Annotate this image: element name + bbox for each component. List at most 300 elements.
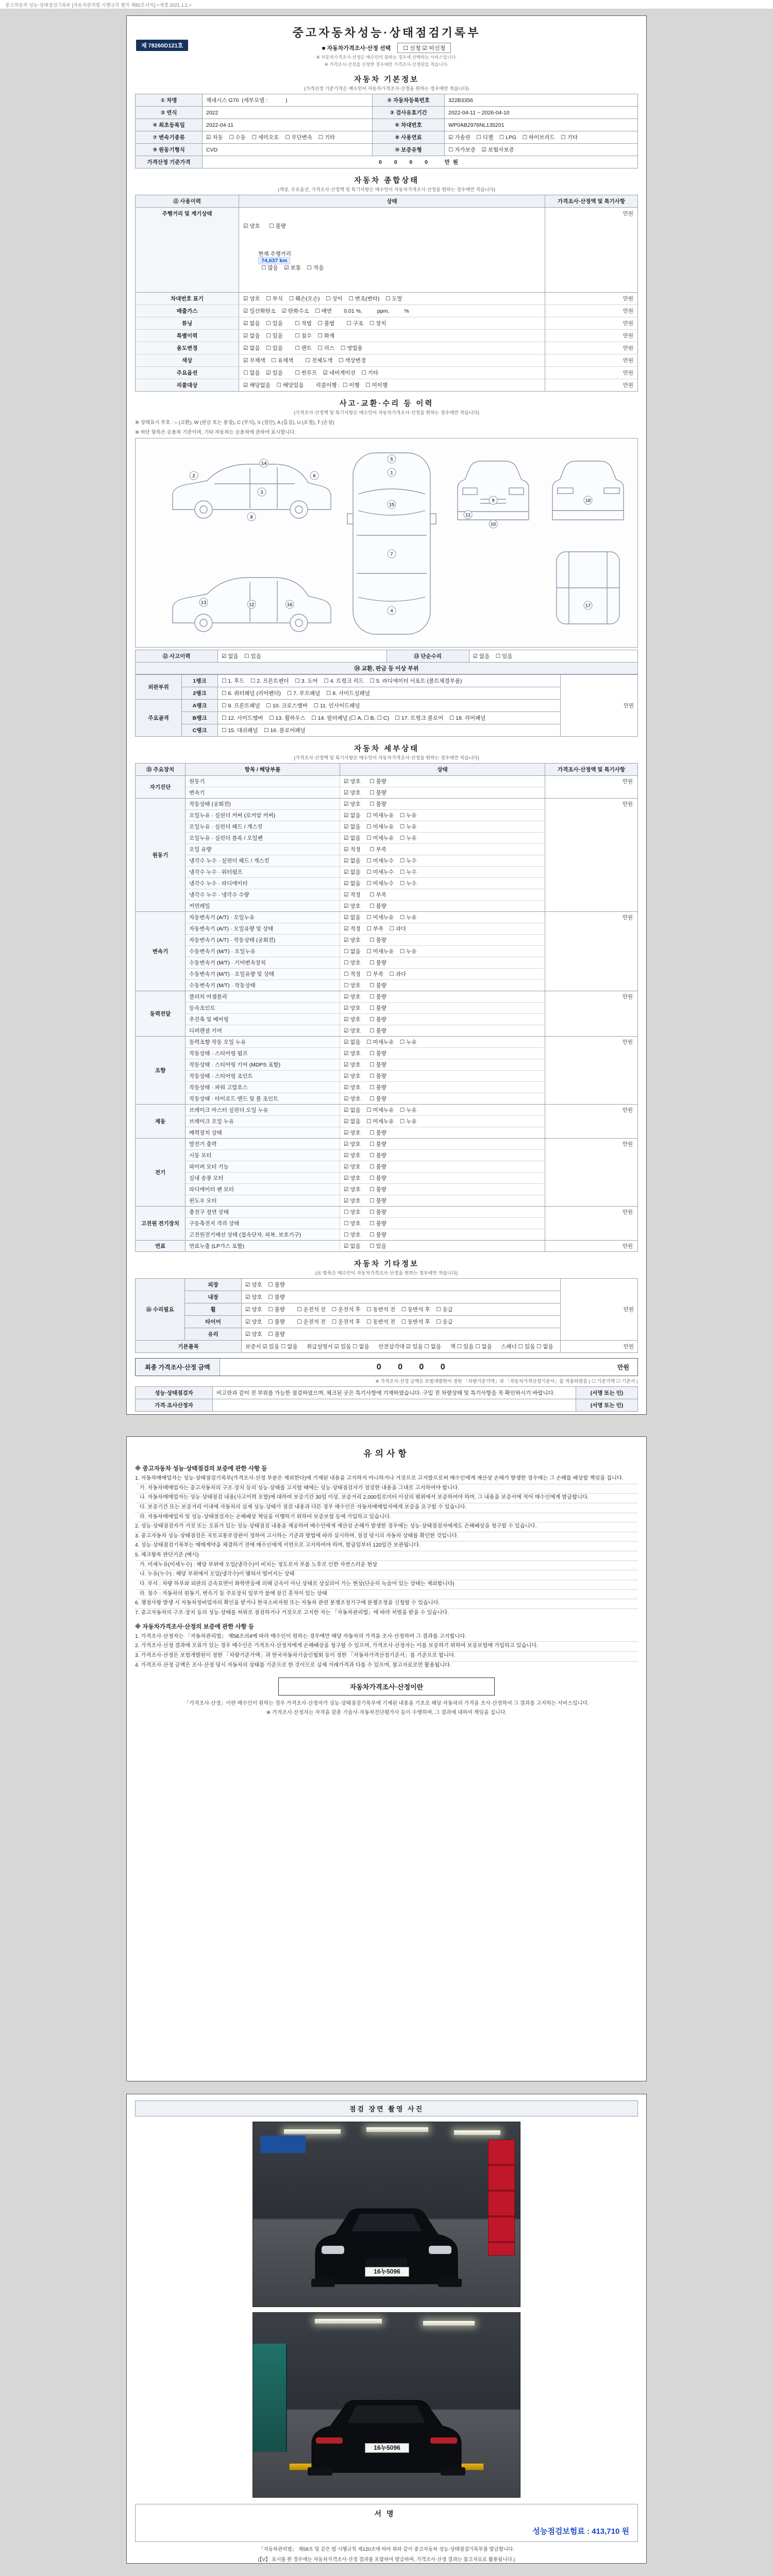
detail-row (186, 1013, 545, 1025)
ceiling-lamp (315, 2319, 382, 2324)
appraiser-sign-cell[interactable]: (서명 또는 인) (576, 1399, 638, 1412)
fuel-checkboxes[interactable]: ☑ 가솔린 ☐ 디젤 ☐ LPG ☐ 하이브리드 ☐ 기타 (445, 131, 638, 144)
year-value: 2022 (203, 107, 373, 119)
item-label: 등속조인트 (186, 1003, 340, 1013)
price-survey-definition-text-2: ※ 가격조사·산정자는 자격을 갖춘 기술사·자동차진단평가사 등이 수행하며, 그 결과에 대하여 책임을 집니다. (266, 1710, 507, 1716)
overall-table-header: ⑪ 사용이력 상태 가격조사·산정액 및 특기사항 (136, 195, 637, 208)
item-label: 커먼레일 (186, 901, 340, 911)
status-checkboxes[interactable]: ☑ 양호 ☐ 불량 (344, 1050, 386, 1057)
detail-row (186, 1070, 545, 1081)
detail-row (186, 1229, 545, 1240)
svg-text:10: 10 (490, 521, 496, 528)
main-frame-label: 주요골격 (136, 700, 182, 737)
overall-row (136, 329, 637, 342)
item-label: 내장 (185, 1291, 242, 1303)
price-cell[interactable]: 만원 (545, 342, 637, 354)
item-label: 발전기 출력 (186, 1139, 340, 1149)
price-survey-select-options[interactable]: ☐ 신청 ☑ 미신청 (397, 43, 451, 53)
statute-line-1: 「자동차관리법」 제58조 및 같은 법 시행규칙 제120조에 따라 위와 같이 중고자동차 성능·상태점검기록부를 발급합니다. (259, 2547, 514, 2552)
final-price-unit: 만원 (617, 1364, 629, 1371)
notice-list-1 (135, 1475, 638, 1617)
item-label: 배력장치 상태 (186, 1127, 340, 1138)
basic-items-checkboxes[interactable]: 보증서 ☑ 있음 ☐ 없음 취급설명서 ☑ 있음 ☐ 없음 안전삼각대 ☑ 있음 ☐ 없음 잭 ☐ 있음 ☐ 없음 스패너 ☐ 있음 ☐ 없음 (242, 1341, 561, 1353)
first-reg-value: 2022-04-11 (203, 119, 373, 131)
repair-needed-label: ⑯ 수리필요 (136, 1279, 185, 1341)
simple-repair-checkboxes[interactable]: ☑ 없음 ☐ 있음 (469, 650, 638, 663)
status-checkboxes[interactable]: ☑ 양호 ☐ 부식 ☐ 훼손(오손) ☐ 상이 ☐ 변조(변타) ☐ 도말 (239, 293, 545, 304)
item-label: 수동변속기 (M/T) · 기어변속장치 (186, 957, 340, 968)
price-cell[interactable]: 만원 (545, 1037, 637, 1104)
svg-text:16: 16 (287, 602, 293, 608)
accident-history-row (135, 650, 638, 663)
price-cell[interactable]: 만원 (545, 367, 637, 379)
status-checkboxes[interactable]: ☑ 없음 ☐ 미세누유 ☐ 누유 (344, 812, 417, 819)
rank1-checkboxes[interactable]: ☐ 1. 후드 ☐ 2. 프론트펜더 ☐ 3. 도어 ☐ 4. 트렁크 리드 ☐ 5. 라디에이터 서포트 (볼트체결부품) (218, 675, 561, 687)
notice-line: 라. 침수 : 자동차의 원동기, 변속기 등 주요장치 일부가 물에 잠긴 흔적이 있는 상태 (135, 1589, 638, 1598)
detail-row (186, 1172, 545, 1183)
detail-row (186, 1183, 545, 1195)
inspect-period-label: ③ 검사유효기간 (373, 107, 445, 119)
price-cell[interactable]: 만원 (545, 799, 637, 911)
item-label: 작동상태 · 스티어링 기어 (MDPS 포함) (186, 1059, 340, 1070)
first-reg-label: ④ 최초등록일 (136, 119, 203, 131)
overall-row (136, 317, 637, 329)
final-price-row (135, 1358, 638, 1376)
detail-row (186, 1195, 545, 1206)
status-checkboxes[interactable]: ☑ 없음 ☐ 있음 ☐ 적법 ☐ 불법 ☐ 구조 ☐ 장치 (239, 317, 545, 329)
item-label: 수동변속기 (M/T) · 오일누유 (186, 946, 340, 957)
item-label: 오일 유량 (186, 844, 340, 855)
exchange-panel-table (135, 674, 638, 737)
main-form-page (126, 15, 647, 1415)
item-label: 냉각수 누수 · 실린더 헤드 / 개스킷 (186, 855, 340, 866)
status-checkboxes[interactable]: ☑ 없음 ☐ 있음 ☐ 렌트 ☐ 리스 ☐ 영업용 (239, 342, 545, 354)
detail-row (186, 1025, 545, 1036)
status-checkboxes[interactable]: ☑ 없음 ☐ 미세누유 ☐ 누유 (344, 824, 417, 830)
status-checkboxes[interactable]: ☑ 없음 ☐ 미세누수 ☐ 누수 (344, 880, 417, 887)
status-checkboxes[interactable]: ☑ 양호 ☐ 불량 (344, 1028, 386, 1034)
form-header (135, 22, 638, 67)
section-accident-history: 사고·교환·수리 등 이력 (가격조사·산정액 및 특기사항은 매수인이 자동차가격조사·산정을 원하는 경우에만 적습니다) (294, 400, 479, 415)
status-checkboxes[interactable]: ☐ 양호 ☐ 불량 (344, 1209, 386, 1215)
notice-line: 1. 자동차매매업자는 성능·상태점검기록부(가격조사·산정 부분은 제외한다)에 기재된 내용을 고지하지 아니하거나 거짓으로 고지함으로써 매수인에게 재산상 손해가 발생한 경우에는 그 손해를 배상할 책임을 집니다. (135, 1476, 624, 1481)
reg-no-value: 322B3356 (445, 94, 638, 107)
price-survey-select[interactable] (135, 43, 638, 53)
status-checkboxes[interactable]: ☑ 양호 ☐ 불량 (344, 1073, 386, 1079)
item-label: 시동 모터 (186, 1150, 340, 1161)
status-checkboxes[interactable]: ☑ 양호 ☐ 불량 (344, 994, 386, 1000)
rankB-label: B랭크 (182, 712, 218, 724)
price-cell[interactable]: 만원 (545, 912, 637, 991)
svg-text:2: 2 (192, 473, 195, 479)
status-checkboxes[interactable]: ☑ 없음 ☐ 미세누유 ☐ 누유 (344, 1039, 417, 1045)
notice-line: 가. 자동차매매업자는 중고자동차의 구조·장치 등의 성능·상태를 고지할 때에는 성능·상태점검자가 점검한 내용을 그대로 고지하여야 합니다. (135, 1484, 638, 1493)
status-checkboxes[interactable]: ☑ 양호 ☐ 불량 (344, 1198, 386, 1204)
detail-row (186, 1149, 545, 1161)
status-checkboxes[interactable]: ☑ 일산화탄소 ☑ 탄화수소 ☐ 매연 0.01 %, ppm, % (239, 305, 545, 317)
status-checkboxes[interactable]: ☑ 양호 ☐ 불량 (344, 1175, 386, 1181)
detail-group-engine (136, 798, 637, 911)
status-checkboxes[interactable]: ☑ 없음 ☐ 있음 (344, 1243, 386, 1249)
svg-text:7: 7 (390, 551, 393, 557)
item-label: 연료누출 (LP가스 포함) (186, 1241, 340, 1251)
row-label: 용도변경 (136, 342, 239, 354)
notice-line: 가. 미세누유(미세누수) : 해당 부위에 오일(냉각수)이 비치는 정도로서 부품 노후로 인한 자연스러운 현상 (135, 1561, 638, 1569)
rankA-checkboxes[interactable]: ☐ 9. 프론트패널 ☐ 10. 크로스멤버 ☐ 11. 인사이드패널 (218, 700, 561, 712)
status-checkboxes[interactable]: ☑ 적정 ☐ 부족 ☐ 과다 (344, 926, 407, 932)
price-cell[interactable]: 만원 (545, 1241, 637, 1251)
price-cell[interactable]: 만원 (545, 330, 637, 342)
accident-history-checkboxes[interactable]: ☑ 없음 ☐ 있음 (218, 650, 387, 663)
item-label: 원동기 (186, 776, 340, 787)
svg-text:15: 15 (389, 502, 395, 508)
status-checkboxes[interactable]: ☑ 양호 ☐ 불량 (242, 1291, 561, 1303)
item-label: 작동상태 · 파워 고압호스 (186, 1082, 340, 1093)
row-label: 특별이력 (136, 330, 239, 342)
status-checkboxes[interactable]: ☑ 양호 ☐ 불량 (242, 1279, 561, 1291)
detail-row (186, 968, 545, 979)
status-checkboxes[interactable]: ☑ 없음 ☐ 미세누수 ☐ 누수 (344, 858, 417, 864)
status-checkboxes[interactable]: ☑ 양호 ☐ 불량 (344, 1096, 386, 1102)
status-checkboxes[interactable]: ☑ 양호 ☐ 불량 (344, 1062, 386, 1068)
price-cell[interactable]: 만원 (561, 1341, 638, 1353)
detail-row (186, 821, 545, 832)
item-label: 변속기 (186, 787, 340, 798)
device-label: 제동 (136, 1105, 185, 1138)
inspector-comment: 비고란과 같이 전 부위를 가능한 점검하였으며, 체크된 곳은 특기사항에 기재하였습니다. 구입 전 차량상태 및 특기사항을 꼭 확인하시기 바랍니다. (213, 1387, 576, 1399)
price-cell[interactable]: 만원 (545, 1139, 637, 1206)
price-survey-definition-text-1: 「가격조사·산정」이란 매수인이 원하는 경우 가격조사·산정자가 성능·상태점검기록부에 기재된 내용을 기초로 해당 자동차의 가격을 조사·산정하여 그 결과를 고지하는 서비스입니다. (184, 1701, 589, 1707)
price-cell[interactable]: 만원 (545, 776, 637, 798)
item-label: 브레이크 오일 누유 (186, 1116, 340, 1127)
notice-title: 유의사항 (363, 1449, 410, 1459)
price-cell[interactable]: 만원 (545, 293, 637, 304)
statute-line-2: (【V】 표시를 한 경우에는 자동차가격조사·산정 결과를 포함하여 발급하며, 가격조사·산정 결과는 참고자료로 활용됩니다.) (258, 2557, 515, 2563)
item-label: 클러치 어셈블리 (186, 991, 340, 1002)
notice-subtitle-2: ※ 자동차가격조사·산정의 보증에 관한 사항 등 (135, 1623, 254, 1630)
status-checkboxes[interactable]: ☑ 적정 ☐ 부족 (344, 846, 386, 853)
item-label: 추진축 및 베어링 (186, 1014, 340, 1025)
detail-row (186, 1047, 545, 1059)
overall-row (136, 304, 637, 317)
detail-row (186, 889, 545, 900)
status-checkboxes[interactable]: ☐ 양호 ☐ 불량 (344, 982, 386, 989)
detail-group-fuel (136, 1240, 637, 1251)
appraiser-comment (213, 1399, 576, 1412)
item-label: 실내 송풍 모터 (186, 1173, 340, 1183)
notice-line: 2. 성능·상태점검자가 거짓 또는 오류가 있는 성능·상태점검 내용을 제공하여 매수인에게 재산상 손해가 발생한 경우에는 성능·상태점검자에게도 손해배상을 청구할 수 있습니다. (135, 1522, 638, 1531)
detail-row (186, 787, 545, 798)
item-label: 고전원전기배선 상태 (접속단자, 피복, 보호기구) (186, 1229, 340, 1240)
accident-history-label: ⑫ 사고이력 (136, 650, 218, 663)
final-price-value: 0 0 0 0 (376, 1362, 452, 1371)
price-cell[interactable]: 만원 (561, 1279, 638, 1341)
basic-items-label: 기본품목 (136, 1341, 242, 1353)
warranty-type-checkboxes[interactable]: ☐ 자가보증 ☑ 보험사보증 (445, 144, 638, 156)
fuel-label: ⑧ 사용연료 (373, 131, 445, 144)
item-label: 오일누유 · 실린더 블록 / 오일팬 (186, 833, 340, 843)
vin-value: WP0AB2976NL135201 (445, 119, 638, 131)
status-checkboxes[interactable]: ☑ 없음 ☐ 미세누유 ☐ 누유 (344, 835, 417, 841)
detail-group-self-diagnosis (136, 776, 637, 798)
overall-row (136, 354, 637, 366)
detail-row (186, 799, 545, 809)
status-checkboxes[interactable]: ☐ 없음 ☑ 있음 ☐ 썬루프 ☑ 네비게이션 ☐ 기타 (239, 367, 545, 379)
detail-row (186, 1241, 545, 1251)
warranty-type-label: ⑩ 보증유형 (373, 144, 445, 156)
transmission-checkboxes[interactable]: ☑ 자동 ☐ 수동 ☐ 세미오토 ☐ 무단변속 ☐ 기타 (203, 131, 373, 144)
notice-line: 라. 자동차매매업자 및 성능·상태점검자는 손해배상 책임을 이행하기 위하여 보증보험 등에 가입하고 있습니다. (135, 1513, 638, 1521)
current-mileage-value: 74,637 km (258, 257, 290, 264)
device-label: 연료 (136, 1241, 185, 1251)
row-label: 배출가스 (136, 305, 239, 317)
item-label: 냉각수 누수 · 라디에이터 (186, 878, 340, 889)
status-checkboxes[interactable]: ☑ 없음 ☐ 미세누유 ☐ 누유 (344, 1107, 417, 1113)
notice-line: 나. 누유(누수) : 해당 부위에서 오일(냉각수)이 맺혀서 떨어지는 상태 (135, 1570, 638, 1579)
status-checkboxes[interactable]: ☐ 없음 ☐ 미세누유 ☐ 누유 (344, 948, 417, 955)
rank2-label: 2랭크 (182, 687, 218, 700)
damage-code-legend-2: ※ 하단 항목은 승용차 기준이며, 기타 자동차는 승용차에 준하여 표시합니다. (135, 430, 296, 435)
rankC-label: C랭크 (182, 724, 218, 737)
status-checkboxes[interactable]: ☑ 양호 ☐ 불량 (344, 1153, 386, 1159)
inspection-insurance-fee: 성능점검보험료 : 413,710 원 (532, 2527, 629, 2536)
vehicle-damage-diagram (135, 438, 638, 648)
form-title: 중고자동차성능·상태점검기록부 (292, 26, 481, 39)
status-checkboxes[interactable]: ☑ 없음 ☐ 미세누유 ☐ 누유 (344, 914, 417, 921)
device-label: 자기진단 (136, 776, 185, 798)
mileage-level-checkboxes[interactable]: ☐ 많음 ☑ 보통 ☐ 적음 (261, 265, 324, 271)
rankB-checkboxes[interactable]: ☐ 12. 사이드멤버 ☐ 13. 휠하우스 ☐ 14. 필러패널 (☐ A, ☐ B, ☐ C) ☐ 17. 트렁크 플로어 ☐ 18. 리어패널 (218, 712, 561, 724)
device-label: 동력전달 (136, 991, 185, 1036)
status-checkboxes[interactable]: ☑ 없음 ☐ 있음 ☐ 침수 ☐ 화재 (239, 330, 545, 342)
item-label: 동력조향 작동 오일 누유 (186, 1037, 340, 1047)
section-overall-condition: 자동차 종합상태 (색상, 주요옵션, 가격조사·산정액 및 특기사항은 매수인이 자동차가격조사·산정을 원하는 경우에만 적습니다) (277, 177, 496, 192)
ceiling-lamp (454, 2130, 500, 2135)
item-label: 타이어 (185, 1316, 242, 1328)
license-plate: 16누5096 (365, 2443, 409, 2453)
svg-text:1: 1 (390, 470, 393, 476)
status-checkboxes[interactable]: ☑ 양호 ☐ 불량 (344, 1084, 386, 1091)
svg-text:4: 4 (390, 608, 393, 614)
item-label: 유리 (185, 1328, 242, 1341)
section-basic-info: 자동차 기본정보 (가격산정 기준가격은 매수인이 자동차가격조사·산정을 원하는 경우에만 적습니다) (304, 76, 469, 91)
overall-row (136, 342, 637, 354)
detail-row (186, 912, 545, 923)
notice-line: 나. 자동차매매업자는 성능·상태점검 내용(사고이력 포함)에 대하여 보증기간 30일 이상, 보증거리 2,000킬로미터 이상의 범위에서 보증하여야 하며, 그 내용을 보증서에 적어 매수인에게 발급합니다. (135, 1493, 638, 1502)
detail-row (186, 979, 545, 991)
detail-row (186, 855, 545, 866)
detail-row (186, 877, 545, 889)
item-label: 윈도우 모터 (186, 1195, 340, 1206)
signature-box[interactable] (135, 2504, 638, 2542)
item-label: 작동상태 · 스티어링 조인트 (186, 1071, 340, 1081)
price-cell[interactable]: 만원 (545, 991, 637, 1036)
simple-repair-label: ⑬ 단순수리 (386, 650, 469, 663)
notice-list-2 (135, 1633, 638, 1670)
rank2-checkboxes[interactable]: ☐ 6. 쿼터패널 (리어펜더) ☐ 7. 루프패널 ☐ 8. 사이드실패널 (218, 687, 561, 700)
overall-rows (136, 292, 637, 391)
svg-text:5: 5 (390, 456, 393, 463)
status-checkboxes[interactable]: ☑ 양호 ☐ 불량 (344, 790, 386, 796)
status-checkboxes[interactable]: ☑ 양호 ☐ 불량 (344, 1130, 386, 1136)
item-label: 휠 (185, 1303, 242, 1316)
detail-row (186, 1161, 545, 1172)
item-label: 외장 (185, 1279, 242, 1291)
photo-page (126, 2094, 647, 2564)
status-checkboxes[interactable]: ☑ 무채색 ☐ 유채색 ☐ 전체도색 ☐ 색상변경 (239, 354, 545, 366)
status-checkboxes[interactable]: ☑ 양호 ☐ 불량 (344, 1016, 386, 1023)
print-header-strip: 중고자동차 성능·상태점검기록부 [자동차관리법 시행규칙 별지 제82호서식] <개정 2021.1.1.> (0, 0, 773, 9)
price-cell[interactable]: 만원 (545, 1105, 637, 1138)
current-mileage-label: 현재 주행거리 (258, 251, 291, 257)
outer-panel-label: 외판부위 (136, 675, 182, 700)
price-cell[interactable]: 만원 (545, 379, 637, 391)
status-checkboxes[interactable]: ☑ 양호 ☐ 불량 (344, 937, 386, 943)
reg-no-label: ⑤ 자동차등록번호 (373, 94, 445, 107)
status-checkboxes[interactable]: ☐ 양호 ☐ 불량 (344, 1232, 386, 1238)
svg-text:17: 17 (585, 603, 591, 609)
status-checkboxes[interactable]: ☑ 없음 ☐ 미세누유 ☐ 누유 (344, 1118, 417, 1125)
price-cell[interactable]: 만원 (545, 1207, 637, 1240)
overall-condition-table (135, 195, 638, 392)
price-survey-definition-box: 자동차가격조사·산정이란 (278, 1677, 495, 1696)
detail-row (186, 843, 545, 855)
remarks-table (135, 1386, 638, 1412)
final-price-note[interactable]: ※ 가격조사·산정 금액은 보험개발원이 정한 「차량기준가액」과 「자동차가격산정기준서」를 적용하였음 ( ☐ 기준가액 ☐ 기준서 ) (375, 1379, 638, 1384)
mileage-label: 주행거리 및 계기상태 (136, 208, 239, 292)
notice-line: 4. 가격조사·산정 금액은 조사·산정 당시 자동차의 상태를 기준으로 한 것이므로 실제 거래가격과 다를 수 있으며, 참고자료로만 활용됩니다. (135, 1661, 638, 1670)
item-label: 수동변속기 (M/T) · 작동상태 (186, 980, 340, 991)
svg-text:3: 3 (260, 489, 263, 496)
svg-text:9: 9 (492, 498, 495, 504)
detail-group-high-voltage (136, 1206, 637, 1240)
detail-group-power-train (136, 991, 637, 1036)
detail-row (186, 1115, 545, 1127)
price-cell[interactable]: 만원 (561, 675, 638, 737)
status-checkboxes[interactable]: ☑ 양호 ☐ 불량 ☐ 운전석 전 ☐ 운전석 후 ☐ 동반석 전 ☐ 동반석 후 ☐ 응급 (242, 1316, 561, 1328)
base-price-value: 0 0 0 0 만원 (203, 156, 638, 168)
status-checkboxes[interactable]: ☐ 적정 ☐ 부족 ☐ 과다 (344, 971, 407, 977)
status-checkboxes[interactable]: ☐ 양호 ☐ 불량 (344, 960, 386, 966)
overall-row (136, 366, 637, 379)
status-checkboxes[interactable]: ☑ 양호 ☐ 불량 ☐ 운전석 전 ☐ 운전석 후 ☐ 동반석 전 ☐ 동반석 후 ☐ 응급 (242, 1303, 561, 1316)
item-label: 라디에이터 팬 모터 (186, 1184, 340, 1195)
item-label: 수동변속기 (M/T) · 오일유량 및 상태 (186, 969, 340, 979)
price-cell[interactable]: 만원 (545, 354, 637, 366)
section-detailed-condition: 자동차 세부상태 (가격조사·산정액 및 특기사항은 매수인이 자동차가격조사·산정을 원하는 경우에만 적습니다) (294, 745, 479, 760)
price-cell[interactable]: 만원 (545, 208, 637, 292)
inspector-label: 성능·상태점검자 (136, 1387, 213, 1399)
inspection-photo-2 (253, 2312, 520, 2498)
price-cell[interactable]: 만원 (545, 305, 637, 317)
item-label: 자동변속기 (A/T) · 작동상태 (공회전) (186, 935, 340, 945)
doc-number-chip: 제 78260D121호 (136, 40, 188, 51)
svg-text:18: 18 (585, 498, 591, 504)
status-checkboxes[interactable]: ☑ 양호 ☐ 불량 (344, 1187, 386, 1193)
item-label: 자동변속기 (A/T) · 오일누유 (186, 912, 340, 923)
status-checkboxes[interactable]: ☑ 해당없음 ☐ 해당있음 리콜이행 : ☐ 이행 ☐ 미이행 (239, 379, 545, 391)
row-label: 차대번호 표기 (136, 293, 239, 304)
inspection-photo-1 (253, 2122, 520, 2307)
detail-row (186, 1207, 545, 1217)
vin-label: ⑥ 차대번호 (373, 119, 445, 131)
rankC-checkboxes[interactable]: ☐ 15. 대쉬패널 ☐ 16. 플로어패널 (218, 724, 561, 737)
notice-line: 7. 중고자동차의 구조·장치 등의 성능·상태를 허위로 점검하거나 거짓으로 고지한 자는 「자동차관리법」에 따라 처벌을 받을 수 있습니다. (135, 1608, 638, 1617)
vehicle-diagram-svg (144, 438, 629, 645)
detail-group-steering (136, 1036, 637, 1104)
detail-row (186, 1037, 545, 1047)
item-label: 냉각수 누수 · 워터펌프 (186, 867, 340, 877)
price-cell[interactable]: 만원 (545, 317, 637, 329)
item-label: 오일누유 · 실린더 커버 (로커암 커버) (186, 810, 340, 821)
status-checkboxes[interactable]: ☐ 양호 ☐ 불량 (344, 1221, 386, 1227)
notice-subtitle-1: ※ 중고자동차 성능·상태점검의 보증에 관한 사항 등 (135, 1466, 267, 1472)
status-checkboxes[interactable]: ☑ 양호 ☐ 불량 (344, 903, 386, 909)
device-label: 원동기 (136, 799, 185, 911)
item-label: 오일누유 · 실린더 헤드 / 개스킷 (186, 821, 340, 832)
row-label: 튜닝 (136, 317, 239, 329)
photo-section-title: 점검 장면 촬영 사진 (135, 2100, 638, 2116)
item-label: 작동상태 · 스티어링 펌프 (186, 1048, 340, 1059)
mileage-status-checkboxes[interactable]: ☑ 양호 ☐ 불량 현재 주행거리 74,637 km ☐ 많음 ☑ 보통 ☐ 적음 (239, 208, 545, 292)
basic-info-table (135, 94, 638, 168)
item-label: 작동상태 (공회전) (186, 799, 340, 809)
status-checkboxes[interactable]: ☑ 양호 ☐ 불량 (344, 801, 386, 807)
engine-type-label: ⑨ 원동기형식 (136, 144, 203, 156)
row-label: 주요옵션 (136, 367, 239, 379)
detail-group-brake (136, 1104, 637, 1138)
notice-line: 5. 체크항목 판단기준 (예시) (135, 1551, 638, 1560)
notice-line: 3. 중고자동차 성능·상태점검은 국토교통부장관이 정하여 고시하는 기준과 방법에 따라 실시하며, 점검 당시의 자동차 상태를 확인한 것입니다. (135, 1532, 638, 1540)
detail-row (186, 832, 545, 843)
status-checkboxes[interactable]: ☑ 양호 ☐ 불량 (242, 1328, 561, 1341)
item-label: 작동상태 · 타이로드 엔드 및 볼 조인트 (186, 1093, 340, 1104)
svg-text:8: 8 (250, 514, 253, 520)
mileage-row (136, 208, 637, 292)
ceiling-lamp (366, 2127, 428, 2132)
item-label: 자동변속기 (A/T) · 오일유량 및 상태 (186, 923, 340, 934)
notice-line: 다. 보증기간 또는 보증거리 이내에 자동차의 실제 성능·상태가 점검 내용과 다른 경우 매수인은 자동차매매업자에게 보증을 요구할 수 있습니다. (135, 1503, 638, 1512)
status-checkboxes[interactable]: ☑ 없음 ☐ 미세누수 ☐ 누수 (344, 869, 417, 875)
detail-row (186, 866, 545, 877)
car-rear-silhouette (301, 2394, 472, 2477)
detail-row (186, 1127, 545, 1138)
svg-text:12: 12 (248, 602, 255, 608)
red-banner (488, 2140, 515, 2256)
detail-row (186, 1093, 545, 1104)
status-checkboxes[interactable]: ☑ 양호 ☐ 불량 (344, 1141, 386, 1147)
svg-text:13: 13 (200, 600, 207, 606)
final-price-label: 최종 가격조사·산정 금액 (136, 1359, 220, 1376)
notice-line: 6. 쟁점사항 발생 시 자동차정비업자의 확인을 받거나 한국소비자원 또는 자동차 관련 분쟁조정기구에 분쟁조정을 신청할 수 있습니다. (135, 1599, 638, 1607)
license-plate: 16누5096 (365, 2267, 409, 2277)
notice-line: 다. 부식 : 차량 하부와 외판의 금속표면이 화학반응에 의해 금속이 아닌 상태로 상실되어 가는 현상(단순히 녹슬어 있는 상태는 제외합니다) (135, 1580, 638, 1588)
status-checkboxes[interactable]: ☑ 양호 ☐ 불량 (344, 778, 386, 785)
detail-row (186, 1139, 545, 1149)
detail-row (186, 1217, 545, 1229)
item-label: 구동축전지 격리 상태 (186, 1218, 340, 1229)
svg-text:11: 11 (465, 512, 471, 518)
inspector-sign-cell[interactable]: (서명 또는 인) (576, 1387, 638, 1399)
item-label: 와이퍼 모터 기능 (186, 1161, 340, 1172)
status-checkboxes[interactable]: ☑ 적정 ☐ 부족 (344, 892, 386, 898)
signature-title: 서명 (374, 2510, 399, 2518)
status-checkboxes[interactable]: ☑ 양호 ☐ 불량 (344, 1005, 386, 1011)
price-survey-select-label: ■ 자동차가격조사·산정 선택 (322, 45, 391, 52)
detail-table-header: ⑮ 주요장치 항목 / 해당부품 상태 가격조사·산정액 및 특기사항 (136, 764, 637, 776)
status-checkboxes[interactable]: ☑ 양호 ☐ 불량 (344, 1164, 386, 1170)
engine-type-value: CVD (203, 144, 373, 156)
